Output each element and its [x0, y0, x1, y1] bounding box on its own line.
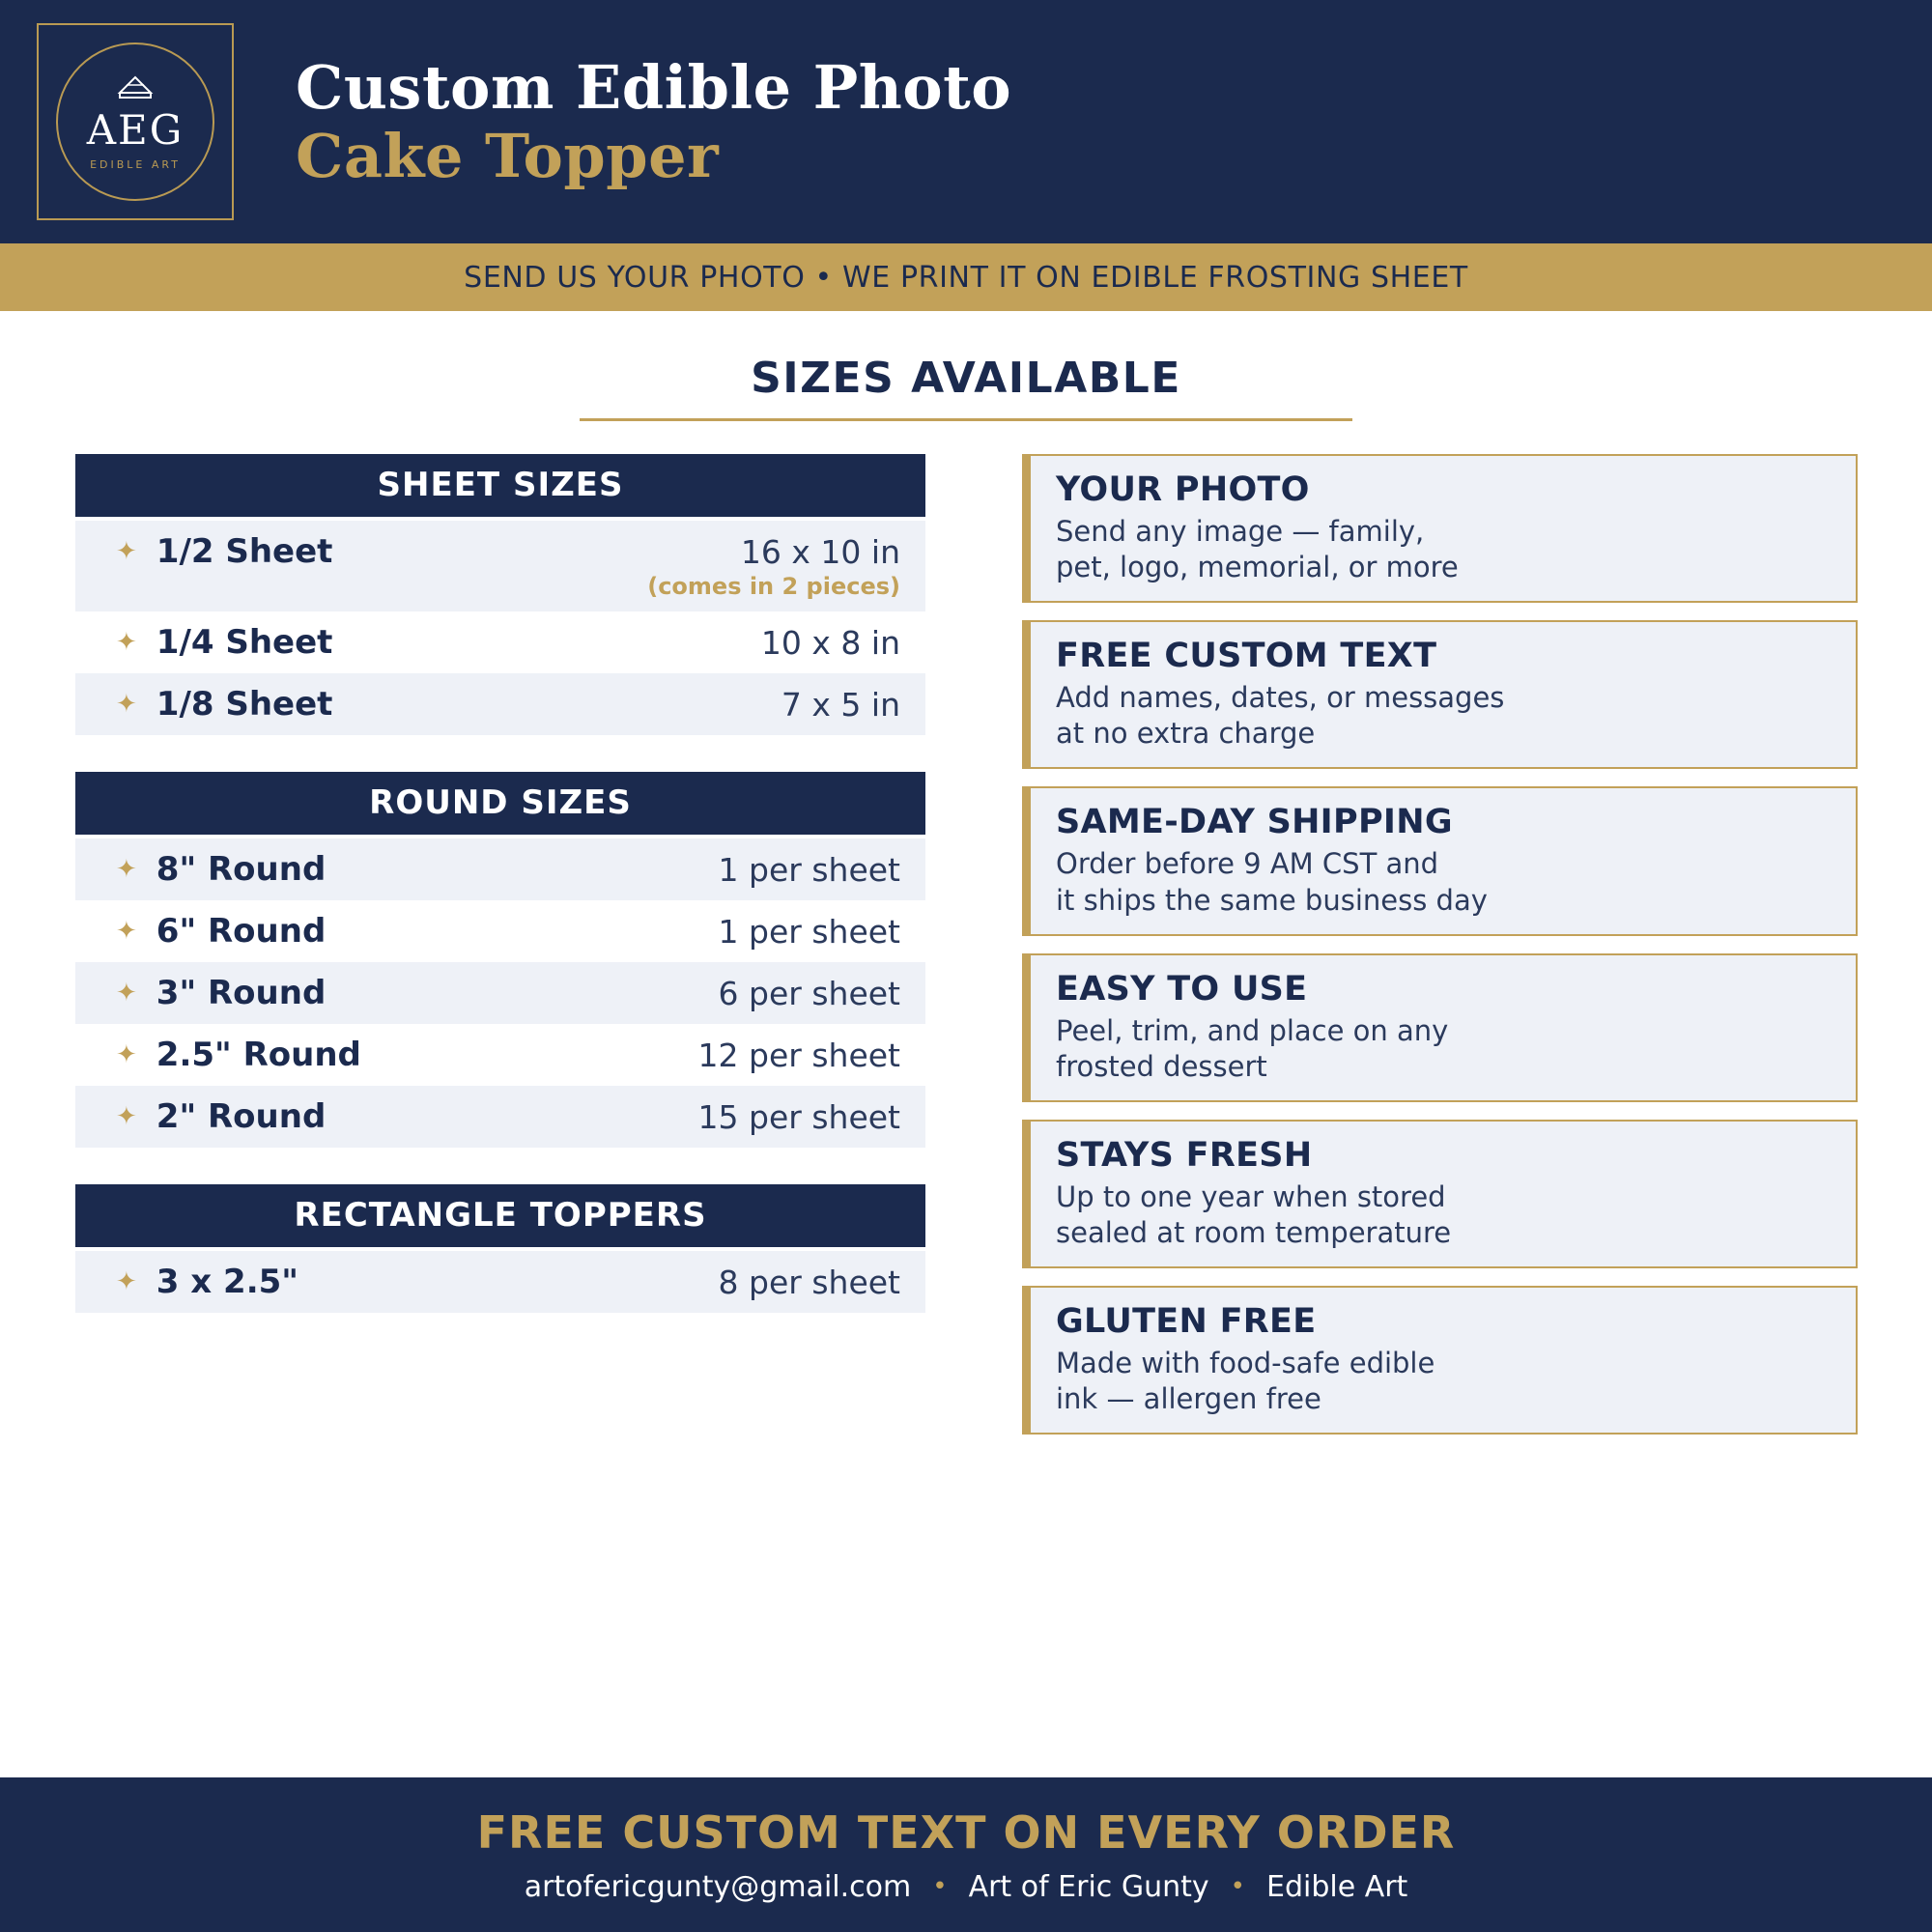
page-subtitle: Cake Topper [296, 121, 720, 191]
logo-subtitle: EDIBLE ART [90, 157, 181, 171]
main-content [0, 421, 1932, 1452]
logo-monogram: AEG [86, 105, 185, 154]
promo-banner-text: SEND US YOUR PHOTO • WE PRINT IT ON EDIBLE FROSTING SHEET [464, 260, 1468, 295]
sparkle-icon: ✦ [116, 916, 137, 946]
table-row [75, 521, 925, 611]
cake-slice-icon [114, 73, 156, 106]
feature-body [1056, 680, 1834, 752]
feature-body-line: frosted dessert [1056, 1049, 1267, 1083]
sparkle-icon: ✦ [116, 1266, 137, 1296]
feature-body [1056, 1179, 1834, 1251]
size-label: 6" Round [156, 911, 327, 951]
sparkle-icon: ✦ [116, 627, 137, 657]
footer-contact [525, 1870, 1408, 1904]
sparkle-icon: ✦ [116, 854, 137, 884]
size-value: 1 per sheet [718, 912, 900, 951]
sparkle-icon: ✦ [116, 978, 137, 1008]
feature-body [1056, 846, 1834, 918]
section-header-sheet-sizes: SHEET SIZES [75, 454, 925, 517]
size-label: 1/4 Sheet [156, 622, 333, 662]
size-value: 15 per sheet [697, 1097, 900, 1136]
feature-body-line: Peel, trim, and place on any [1056, 1013, 1449, 1047]
size-note: (comes in 2 pieces) [647, 572, 900, 600]
footer-headline: FREE CUSTOM TEXT ON EVERY ORDER [476, 1805, 1456, 1859]
feature-title: SAME-DAY SHIPPING [1056, 803, 1453, 842]
size-value: 16 x 10 in [740, 533, 900, 571]
feature-title: FREE CUSTOM TEXT [1056, 637, 1437, 676]
size-label: 1/2 Sheet [156, 532, 333, 571]
promo-banner [0, 243, 1932, 311]
feature-title: STAYS FRESH [1056, 1135, 1313, 1175]
feature-body-line: it ships the same business day [1056, 883, 1488, 917]
feature-body-line: Made with food-safe edible [1056, 1347, 1435, 1380]
sizes-heading-block [0, 354, 1932, 421]
feature-body-line: at no extra charge [1056, 717, 1316, 751]
size-label: 8" Round [156, 849, 327, 889]
feature-card [1022, 786, 1858, 935]
feature-card [1022, 454, 1858, 603]
separator-dot-icon: • [1230, 1872, 1245, 1901]
size-label: 3 x 2.5" [156, 1262, 299, 1301]
table-row [75, 611, 925, 673]
footer-brand: Art of Eric Gunty [968, 1869, 1209, 1904]
section-header-round-sizes: ROUND SIZES [75, 772, 925, 835]
section-header-rectangle-toppers: RECTANGLE TOPPERS [75, 1184, 925, 1247]
table-row [75, 900, 925, 962]
feature-body-line: Add names, dates, or messages [1056, 681, 1505, 715]
table-row [75, 1086, 925, 1148]
title-block [259, 53, 1011, 191]
size-value: 6 per sheet [718, 974, 900, 1012]
feature-title: EASY TO USE [1056, 969, 1308, 1009]
table-row [75, 1251, 925, 1313]
table-row [75, 1024, 925, 1086]
sizes-column [75, 454, 925, 1313]
feature-card [1022, 1120, 1858, 1268]
size-label: 3" Round [156, 973, 327, 1012]
size-label: 1/8 Sheet [156, 684, 333, 724]
footer-email[interactable]: artofericgunty@gmail.com [524, 1869, 912, 1904]
feature-body-line: Order before 9 AM CST and [1056, 847, 1439, 881]
feature-body-line: Up to one year when stored [1056, 1179, 1446, 1213]
feature-body-line: sealed at room temperature [1056, 1215, 1452, 1249]
table-row [75, 838, 925, 900]
footer [0, 1777, 1932, 1932]
separator-dot-icon: • [932, 1872, 948, 1901]
features-column [1022, 454, 1858, 1452]
size-value: 1 per sheet [718, 850, 900, 889]
page-title: Custom Edible Photo [296, 51, 1012, 123]
feature-card [1022, 620, 1858, 769]
footer-tagline: Edible Art [1265, 1869, 1408, 1904]
feature-body-line: pet, logo, memorial, or more [1056, 551, 1459, 584]
feature-title: GLUTEN FREE [1056, 1302, 1317, 1342]
feature-body [1056, 1346, 1834, 1417]
logo-circle [56, 43, 214, 201]
sizes-heading: SIZES AVAILABLE [751, 354, 1181, 403]
size-value: 7 x 5 in [781, 685, 900, 724]
size-value: 10 x 8 in [760, 623, 900, 662]
sparkle-icon: ✦ [116, 689, 137, 719]
logo [37, 23, 234, 220]
feature-card [1022, 1286, 1858, 1435]
feature-body-line: Send any image — family, [1056, 515, 1425, 548]
table-row [75, 673, 925, 735]
feature-body [1056, 1013, 1834, 1085]
table-row [75, 962, 925, 1024]
feature-body [1056, 514, 1834, 585]
size-label: 2" Round [156, 1096, 327, 1136]
header [0, 0, 1932, 243]
sparkle-icon: ✦ [116, 537, 137, 566]
size-value: 12 per sheet [697, 1036, 900, 1074]
size-value: 8 per sheet [718, 1263, 900, 1301]
size-label: 2.5" Round [156, 1035, 361, 1074]
sparkle-icon: ✦ [116, 1101, 137, 1131]
sparkle-icon: ✦ [116, 1039, 137, 1069]
feature-card [1022, 953, 1858, 1102]
feature-body-line: ink — allergen free [1056, 1382, 1321, 1416]
feature-title: YOUR PHOTO [1056, 470, 1310, 509]
